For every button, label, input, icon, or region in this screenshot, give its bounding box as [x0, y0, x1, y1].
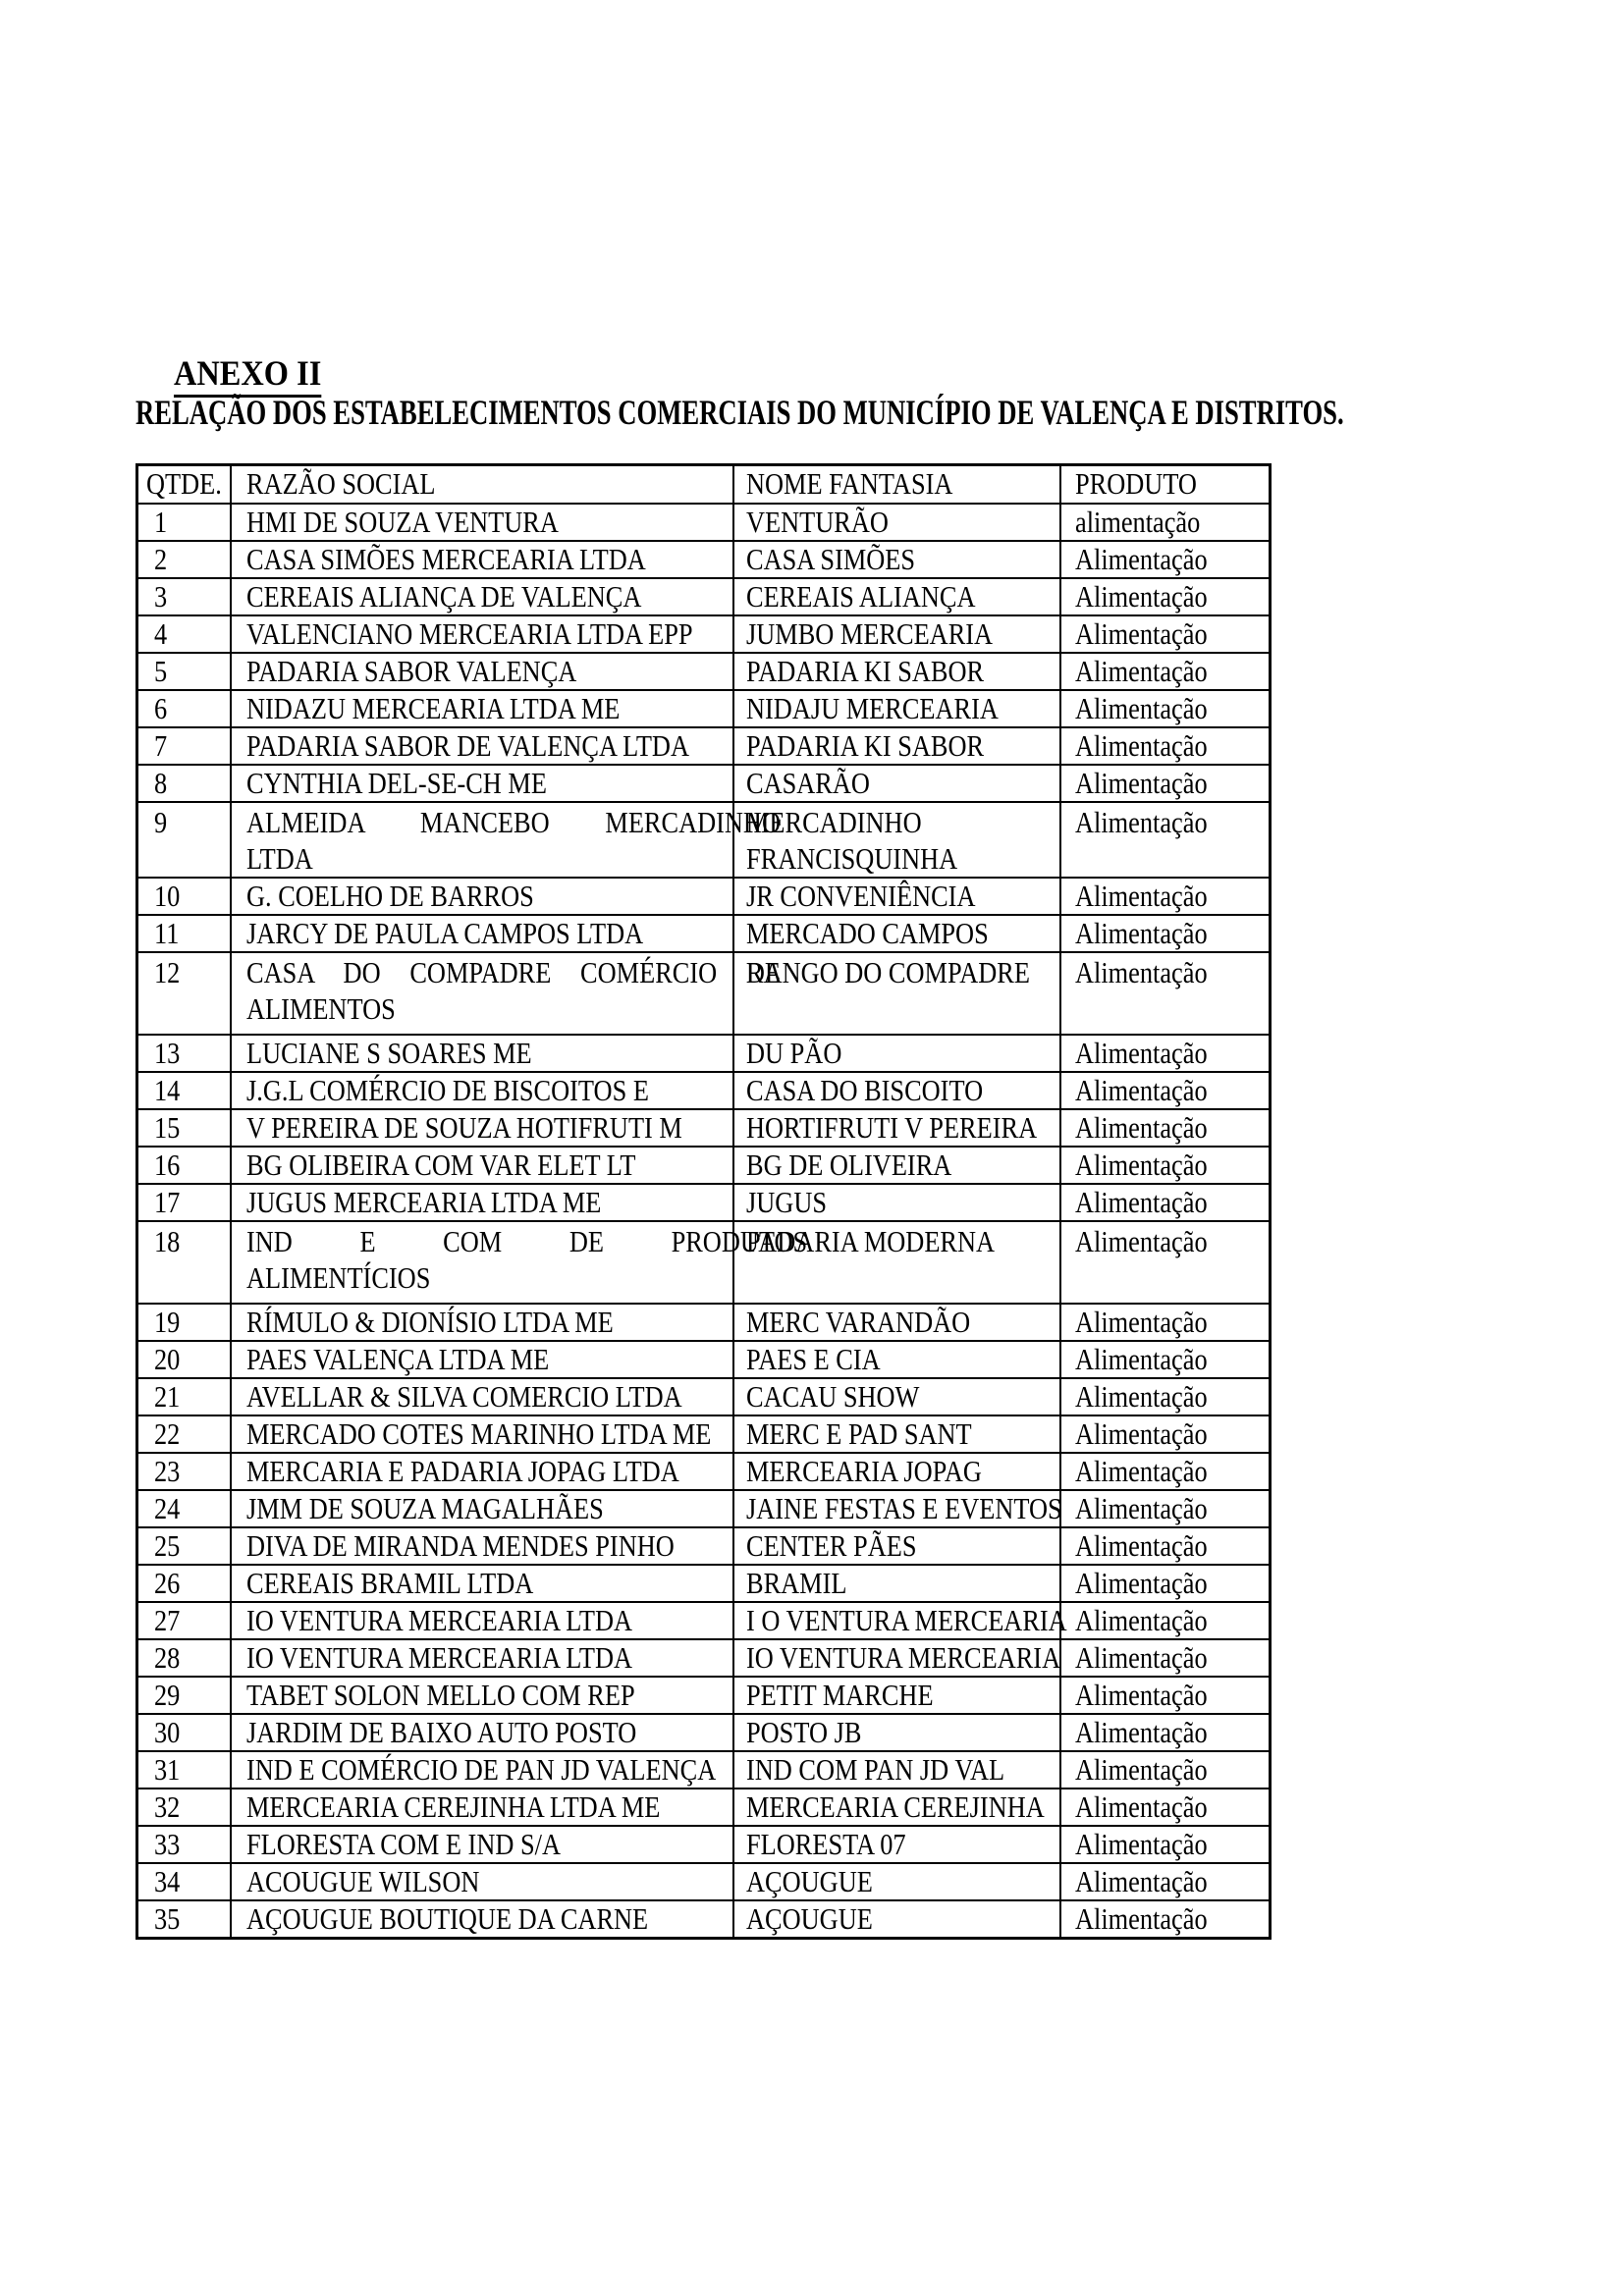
- table-row: [137, 802, 1271, 878]
- table-row: [137, 1490, 1271, 1527]
- cell-qtde: 7: [137, 727, 231, 765]
- cell-razao: CYNTHIA DEL-SE-CH ME: [231, 765, 733, 802]
- cell-razao: RÍMULO & DIONÍSIO LTDA ME: [231, 1304, 733, 1341]
- cell-produto: Alimentação: [1060, 690, 1271, 727]
- cell-razao: CASA SIMÕES MERCEARIA LTDA: [231, 541, 733, 578]
- cell-produto: Alimentação: [1060, 1490, 1271, 1527]
- cell-produto: Alimentação: [1060, 1527, 1271, 1565]
- cell-nome: POSTO JB: [733, 1714, 1060, 1751]
- cell-qtde: 8: [137, 765, 231, 802]
- cell-produto: Alimentação: [1060, 1341, 1271, 1378]
- cell-razao: ALMEIDA MANCEBO MERCADINHO LTDA: [231, 802, 733, 878]
- cell-produto: Alimentação: [1060, 1147, 1271, 1184]
- cell-nome: MERCADINHO FRANCISQUINHA: [733, 802, 1060, 878]
- cell-qtde: 35: [137, 1900, 231, 1939]
- cell-razao: JMM DE SOUZA MAGALHÃES: [231, 1490, 733, 1527]
- cell-razao: PADARIA SABOR DE VALENÇA LTDA: [231, 727, 733, 765]
- cell-nome: AÇOUGUE: [733, 1900, 1060, 1939]
- table-row: [137, 1789, 1271, 1826]
- cell-qtde: 4: [137, 615, 231, 653]
- cell-qtde: 14: [137, 1072, 231, 1109]
- cell-qtde: 33: [137, 1826, 231, 1863]
- cell-qtde: 3: [137, 578, 231, 615]
- cell-produto: Alimentação: [1060, 727, 1271, 765]
- table-row: [137, 952, 1271, 1035]
- cell-razao: V PEREIRA DE SOUZA HOTIFRUTI M: [231, 1109, 733, 1147]
- header-razao-social: RAZÃO SOCIAL: [231, 465, 733, 504]
- cell-qtde: 31: [137, 1751, 231, 1789]
- cell-nome: PADARIA MODERNA: [733, 1221, 1060, 1304]
- table-row: [137, 1900, 1271, 1939]
- cell-qtde: 30: [137, 1714, 231, 1751]
- table-row: [137, 690, 1271, 727]
- cell-qtde: 9: [137, 802, 231, 878]
- cell-produto: Alimentação: [1060, 915, 1271, 952]
- cell-nome: FLORESTA 07: [733, 1826, 1060, 1863]
- cell-nome: CENTER PÃES: [733, 1527, 1060, 1565]
- cell-produto: alimentação: [1060, 504, 1271, 541]
- header-produto: PRODUTO: [1060, 465, 1271, 504]
- table-row: [137, 1341, 1271, 1378]
- cell-qtde: 21: [137, 1378, 231, 1415]
- cell-produto: Alimentação: [1060, 952, 1271, 1035]
- cell-produto: Alimentação: [1060, 1826, 1271, 1863]
- cell-razao: IND E COMÉRCIO DE PAN JD VALENÇA: [231, 1751, 733, 1789]
- cell-razao: ACOUGUE WILSON: [231, 1863, 733, 1900]
- cell-produto: Alimentação: [1060, 1602, 1271, 1639]
- cell-nome: MERCEARIA JOPAG: [733, 1453, 1060, 1490]
- table-row: [137, 1863, 1271, 1900]
- cell-razao: JARCY DE PAULA CAMPOS LTDA: [231, 915, 733, 952]
- cell-razao: VALENCIANO MERCEARIA LTDA EPP: [231, 615, 733, 653]
- table-row: [137, 653, 1271, 690]
- cell-nome: RANGO DO COMPADRE: [733, 952, 1060, 1035]
- cell-razao: CEREAIS ALIANÇA DE VALENÇA: [231, 578, 733, 615]
- table-row: [137, 1639, 1271, 1677]
- cell-qtde: 25: [137, 1527, 231, 1565]
- cell-produto: Alimentação: [1060, 802, 1271, 878]
- table-row: [137, 1602, 1271, 1639]
- cell-qtde: 23: [137, 1453, 231, 1490]
- cell-qtde: 22: [137, 1415, 231, 1453]
- table-row: [137, 1147, 1271, 1184]
- cell-razao: BG OLIBEIRA COM VAR ELET LT: [231, 1147, 733, 1184]
- cell-qtde: 2: [137, 541, 231, 578]
- page-subtitle-text: RELAÇÃO DOS ESTABELECIMENTOS COMERCIAIS DO MUNICÍPIO DE VALENÇA E DISTRITOS.: [135, 393, 1344, 432]
- cell-razao: PADARIA SABOR VALENÇA: [231, 653, 733, 690]
- table-row: [137, 1527, 1271, 1565]
- table-row: [137, 1035, 1271, 1072]
- table-row: [137, 1184, 1271, 1221]
- cell-produto: Alimentação: [1060, 1415, 1271, 1453]
- cell-nome: I O VENTURA MERCEARIA: [733, 1602, 1060, 1639]
- table-row: [137, 1453, 1271, 1490]
- cell-produto: Alimentação: [1060, 1378, 1271, 1415]
- table-row: [137, 915, 1271, 952]
- cell-qtde: 11: [137, 915, 231, 952]
- cell-produto: Alimentação: [1060, 1789, 1271, 1826]
- table-row: [137, 504, 1271, 541]
- table-row: [137, 1109, 1271, 1147]
- cell-razao: JUGUS MERCEARIA LTDA ME: [231, 1184, 733, 1221]
- table-row: [137, 1378, 1271, 1415]
- cell-nome: BG DE OLIVEIRA: [733, 1147, 1060, 1184]
- cell-razao: G. COELHO DE BARROS: [231, 878, 733, 915]
- cell-qtde: 28: [137, 1639, 231, 1677]
- cell-razao: NIDAZU MERCEARIA LTDA ME: [231, 690, 733, 727]
- cell-produto: Alimentação: [1060, 1639, 1271, 1677]
- cell-produto: Alimentação: [1060, 1184, 1271, 1221]
- cell-produto: Alimentação: [1060, 1714, 1271, 1751]
- cell-qtde: 34: [137, 1863, 231, 1900]
- cell-nome: IO VENTURA MERCEARIA: [733, 1639, 1060, 1677]
- cell-razao: MERCADO COTES MARINHO LTDA ME: [231, 1415, 733, 1453]
- table-row: [137, 727, 1271, 765]
- cell-produto: Alimentação: [1060, 653, 1271, 690]
- cell-qtde: 1: [137, 504, 231, 541]
- cell-produto: Alimentação: [1060, 878, 1271, 915]
- establishments-table: [135, 463, 1272, 1940]
- header-nome-fantasia: NOME FANTASIA: [733, 465, 1060, 504]
- cell-razao: IND E COM DE PRODUTOS ALIMENTÍCIOS: [231, 1221, 733, 1304]
- cell-produto: Alimentação: [1060, 1453, 1271, 1490]
- cell-razao: CEREAIS BRAMIL LTDA: [231, 1565, 733, 1602]
- cell-qtde: 16: [137, 1147, 231, 1184]
- cell-produto: Alimentação: [1060, 1221, 1271, 1304]
- cell-qtde: 5: [137, 653, 231, 690]
- cell-qtde: 20: [137, 1341, 231, 1378]
- header-qtde: QTDE.: [137, 465, 231, 504]
- cell-razao: FLORESTA COM E IND S/A: [231, 1826, 733, 1863]
- cell-razao: HMI DE SOUZA VENTURA: [231, 504, 733, 541]
- table-row: [137, 878, 1271, 915]
- cell-razao: JARDIM DE BAIXO AUTO POSTO: [231, 1714, 733, 1751]
- cell-nome: VENTURÃO: [733, 504, 1060, 541]
- table-header: [137, 465, 1271, 504]
- cell-razao: AÇOUGUE BOUTIQUE DA CARNE: [231, 1900, 733, 1939]
- cell-nome: CASA SIMÕES: [733, 541, 1060, 578]
- table-row: [137, 578, 1271, 615]
- cell-nome: MERC VARANDÃO: [733, 1304, 1060, 1341]
- cell-qtde: 6: [137, 690, 231, 727]
- cell-qtde: 29: [137, 1677, 231, 1714]
- cell-qtde: 27: [137, 1602, 231, 1639]
- table-row: [137, 1415, 1271, 1453]
- cell-produto: Alimentação: [1060, 1863, 1271, 1900]
- cell-nome: JUGUS: [733, 1184, 1060, 1221]
- cell-nome: CASA DO BISCOITO: [733, 1072, 1060, 1109]
- cell-nome: HORTIFRUTI V PEREIRA: [733, 1109, 1060, 1147]
- table-row: [137, 1677, 1271, 1714]
- cell-razao: DIVA DE MIRANDA MENDES PINHO: [231, 1527, 733, 1565]
- cell-nome: PAES E CIA: [733, 1341, 1060, 1378]
- cell-razao: CASA DO COMPADRE COMÉRCIO DE ALIMENTOS: [231, 952, 733, 1035]
- cell-produto: Alimentação: [1060, 1677, 1271, 1714]
- cell-razao: AVELLAR & SILVA COMERCIO LTDA: [231, 1378, 733, 1415]
- cell-nome: MERCADO CAMPOS: [733, 915, 1060, 952]
- cell-qtde: 26: [137, 1565, 231, 1602]
- cell-qtde: 19: [137, 1304, 231, 1341]
- page-subtitle: [135, 392, 1624, 433]
- cell-razao: IO VENTURA MERCEARIA LTDA: [231, 1602, 733, 1639]
- cell-nome: PADARIA KI SABOR: [733, 653, 1060, 690]
- table-row: [137, 1714, 1271, 1751]
- cell-razao: LUCIANE S SOARES ME: [231, 1035, 733, 1072]
- cell-produto: Alimentação: [1060, 1900, 1271, 1939]
- cell-nome: PADARIA KI SABOR: [733, 727, 1060, 765]
- cell-nome: BRAMIL: [733, 1565, 1060, 1602]
- cell-razao: MERCEARIA CEREJINHA LTDA ME: [231, 1789, 733, 1826]
- cell-qtde: 15: [137, 1109, 231, 1147]
- cell-produto: Alimentação: [1060, 541, 1271, 578]
- cell-qtde: 17: [137, 1184, 231, 1221]
- cell-qtde: 12: [137, 952, 231, 1035]
- cell-produto: Alimentação: [1060, 1035, 1271, 1072]
- cell-nome: DU PÃO: [733, 1035, 1060, 1072]
- cell-produto: Alimentação: [1060, 1751, 1271, 1789]
- cell-produto: Alimentação: [1060, 1109, 1271, 1147]
- cell-produto: Alimentação: [1060, 578, 1271, 615]
- cell-nome: IND COM PAN JD VAL: [733, 1751, 1060, 1789]
- cell-nome: CEREAIS ALIANÇA: [733, 578, 1060, 615]
- cell-nome: NIDAJU MERCEARIA: [733, 690, 1060, 727]
- cell-produto: Alimentação: [1060, 765, 1271, 802]
- cell-razao: MERCARIA E PADARIA JOPAG LTDA: [231, 1453, 733, 1490]
- cell-produto: Alimentação: [1060, 1565, 1271, 1602]
- cell-razao: J.G.L COMÉRCIO DE BISCOITOS E: [231, 1072, 733, 1109]
- cell-nome: JUMBO MERCEARIA: [733, 615, 1060, 653]
- table-body: [137, 504, 1271, 1939]
- cell-nome: MERCEARIA CEREJINHA: [733, 1789, 1060, 1826]
- cell-razao: TABET SOLON MELLO COM REP: [231, 1677, 733, 1714]
- table-row: [137, 1826, 1271, 1863]
- cell-qtde: 10: [137, 878, 231, 915]
- page-title-text: ANEXO II: [174, 352, 321, 398]
- cell-nome: JAINE FESTAS E EVENTOS: [733, 1490, 1060, 1527]
- table-row: [137, 541, 1271, 578]
- table-row: [137, 1072, 1271, 1109]
- cell-produto: Alimentação: [1060, 1304, 1271, 1341]
- table-row: [137, 1304, 1271, 1341]
- cell-nome: MERC E PAD SANT: [733, 1415, 1060, 1453]
- table-row: [137, 1751, 1271, 1789]
- table-row: [137, 1565, 1271, 1602]
- cell-nome: CACAU SHOW: [733, 1378, 1060, 1415]
- cell-nome: PETIT MARCHE: [733, 1677, 1060, 1714]
- cell-qtde: 13: [137, 1035, 231, 1072]
- cell-qtde: 32: [137, 1789, 231, 1826]
- header-row: [137, 465, 1271, 504]
- table-row: [137, 765, 1271, 802]
- cell-produto: Alimentação: [1060, 615, 1271, 653]
- cell-nome: JR CONVENIÊNCIA: [733, 878, 1060, 915]
- cell-razao: PAES VALENÇA LTDA ME: [231, 1341, 733, 1378]
- cell-qtde: 24: [137, 1490, 231, 1527]
- cell-produto: Alimentação: [1060, 1072, 1271, 1109]
- cell-razao: IO VENTURA MERCEARIA LTDA: [231, 1639, 733, 1677]
- cell-qtde: 18: [137, 1221, 231, 1304]
- table-row: [137, 615, 1271, 653]
- cell-nome: CASARÃO: [733, 765, 1060, 802]
- cell-nome: AÇOUGUE: [733, 1863, 1060, 1900]
- table-row: [137, 1221, 1271, 1304]
